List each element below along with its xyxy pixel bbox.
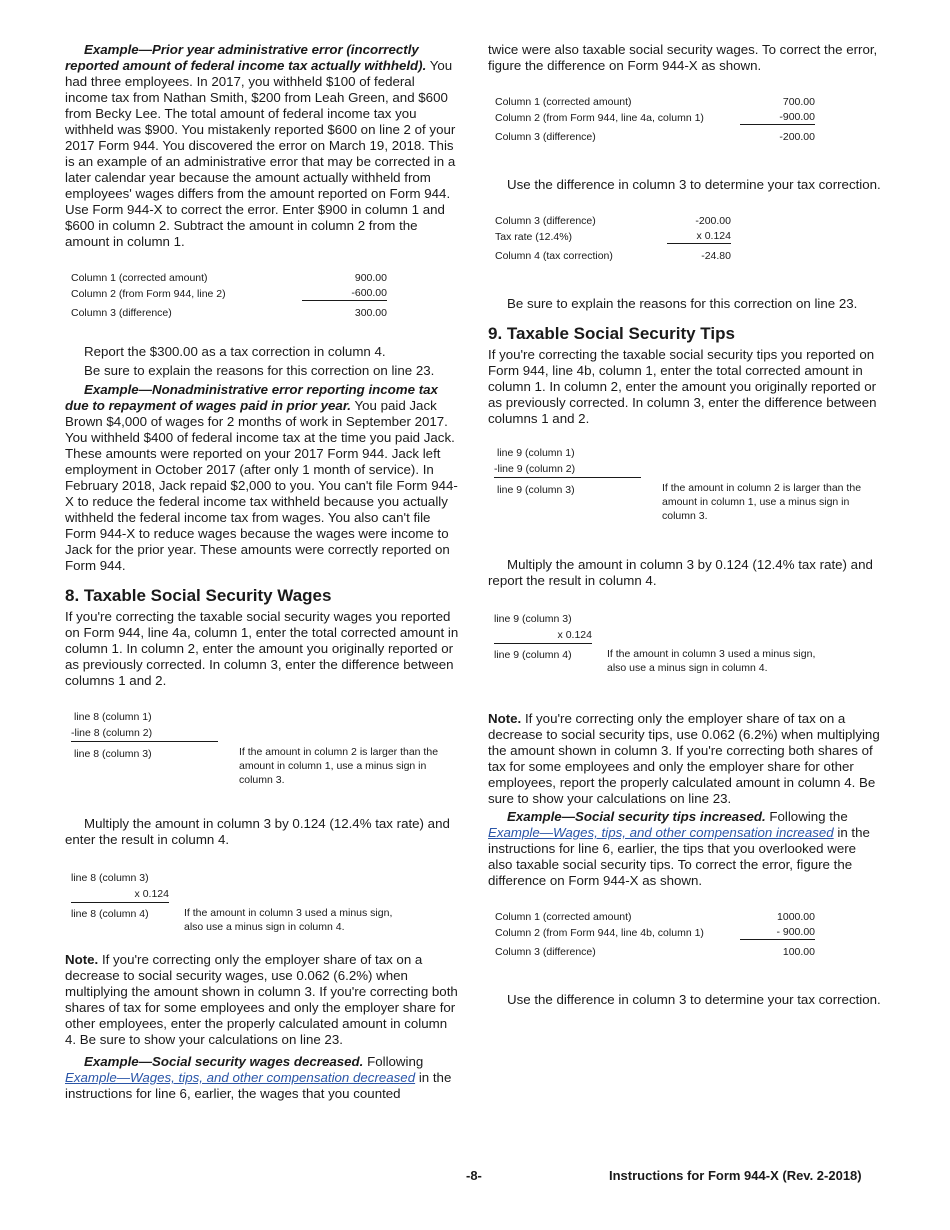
example-title: Example—Nonadministrative error reporting income tax due to repayment of wages paid in prior year. xyxy=(65,382,438,413)
table-row: Column 4 (tax correction) -24.80 xyxy=(495,249,731,262)
worksheet-line: line 9 (column 3) xyxy=(494,612,572,625)
difference-table xyxy=(495,94,815,145)
wages-increased-link[interactable]: Example—Wages, tips, and other compensation increased xyxy=(488,825,834,840)
note-paragraph xyxy=(488,711,883,807)
page-number: -8- xyxy=(466,1168,482,1183)
left-column xyxy=(65,42,460,1102)
continuation-text: twice were also taxable social security wages. To correct the error, figure the difference on Form 944-X as shown. xyxy=(488,42,878,73)
worksheet-line: line 8 (column 3) xyxy=(71,871,149,884)
worksheet-line: line 9 (column 1) xyxy=(497,446,575,459)
table-row: Column 3 (difference) -200.00 xyxy=(495,214,731,227)
note-label: Note. xyxy=(488,711,522,726)
table-row: Tax rate (12.4%) x 0.124 xyxy=(495,230,731,243)
section-heading-9: 9. Taxable Social Security Tips xyxy=(488,324,735,343)
table-row: Column 2 (from Form 944, line 2) -600.00 xyxy=(71,287,387,300)
use-difference-text: Use the difference in column 3 to determine your tax correction. xyxy=(507,177,881,192)
right-column xyxy=(488,42,883,1008)
worksheet-line: x 0.124 xyxy=(494,627,592,644)
worksheet-line: line 9 (column 4) xyxy=(494,648,572,661)
worksheet-line: line 8 (column 3) xyxy=(74,747,152,760)
worksheet-line8-tax xyxy=(71,870,460,933)
wages-decreased-link[interactable]: Example—Wages, tips, and other compensation decreased xyxy=(65,1070,416,1085)
section-8-body: If you're correcting the taxable social security wages you reported on Form 944, line 4a, column 1, enter the total corrected amount in column 1. In column 2, enter the amount you originally reported or as previously corrected. In column 3, enter the difference between columns 1 and 2. xyxy=(65,609,459,688)
example-body: You paid Jack Brown $4,000 of wages for 2 months of work in September 2017. You withheld $400 of federal income tax at the time you paid Jack. These amounts were reported on your 2017 Form 944. Jack left employment in October 2017 (after only 1 month of service). In February 2018, Jack repaid $2,000 to you. You can't file Form 944-X to reduce the federal income tax withheld because you actually withheld the federal income tax from wages. You also can't file Form 944-X to reduce wages because the wages were income to Jack for the prior year. These amounts were correctly reported on Form 944. xyxy=(65,398,458,573)
worksheet-line: line 8 (column 1) xyxy=(74,710,152,723)
section-9-body: If you're correcting the taxable social security tips you reported on Form 944, line 4b, column 1, enter the total corrected amount in column 1. In column 2, enter the amount you originally reported or as previously corrected. In column 3, enter the difference between columns 1 and 2. xyxy=(488,347,877,426)
example-nonadmin-error xyxy=(65,382,460,574)
worksheet-line: line 8 (column 4) xyxy=(71,907,149,920)
worksheet-line: -line 8 (column 2) xyxy=(71,725,218,742)
note-body: If you're correcting only the employer share of tax on a decrease to social security tips, use 0.062 (6.2%) when multiplying the amount shown in column 3. If you're correcting both shares of tax for some employees and only the employer share for other employees, report the properly calculated amount in column 4. Be sure to show your calculations on line 23. xyxy=(488,711,880,806)
section-heading-8: 8. Taxable Social Security Wages xyxy=(65,586,332,605)
explain-text: Be sure to explain the reasons for this correction on line 23. xyxy=(84,363,435,378)
worksheet-note: If the amount in column 3 used a minus sign, also use a minus sign in column 4. xyxy=(607,648,816,674)
example-title: Example—Social security tips increased. xyxy=(507,809,766,824)
table-row: Column 2 (from Form 944, line 4b, column 1) - 900.00 xyxy=(495,926,815,939)
example-tips-increased: Example—Social security tips increased. Following the Example—Wages, tips, and other compensation increased in the instructions for line 6, earlier, the tips that you overlooked were also taxable social security tips. To correct the error, figure the difference on Form 944-X as shown. xyxy=(488,809,870,888)
form-title: Instructions for Form 944-X (Rev. 2-2018) xyxy=(609,1168,862,1183)
tax-correction-table xyxy=(495,213,731,264)
example-wages-decreased: Example—Social security wages decreased. Following Example—Wages, tips, and other compensation decreased in the instructions for line 6, earlier, the wages that you counted xyxy=(65,1054,452,1101)
worksheet-line: line 9 (column 3) xyxy=(497,483,575,496)
table-row: Column 1 (corrected amount) 700.00 xyxy=(495,95,815,108)
use-difference-text: Use the difference in column 3 to determine your tax correction. xyxy=(507,992,881,1007)
example-body: You had three employees. In 2017, you withheld $100 of federal income tax from Nathan Smith, $200 from Leah Green, and $600 from Becky Lee. The total amount of federal income tax you withheld was $900. You mistakenly reported $600 on line 2 of your 2017 Form 944. You discovered the error on March 19, 2018. This is an example of an administrative error that may be corrected in a later calendar year because the amount actually withheld from employees' wages differs from the amount reported on Form 944. Use Form 944-X to correct the error. Enter $900 in column 1 and $600 in column 2. Subtract the amount in column 2 from the amount in column 1. xyxy=(65,58,456,249)
worksheet-line9-diff xyxy=(494,445,883,525)
multiply-text: Multiply the amount in column 3 by 0.124 (12.4% tax rate) and report the result in column 4. xyxy=(488,557,873,588)
explain-text: Be sure to explain the reasons for this correction on line 23. xyxy=(507,296,858,311)
worksheet-line9-tax xyxy=(494,611,883,674)
example-admin-error xyxy=(65,42,460,250)
example-title: Example—Prior year administrative error (incorrectly reported amount of federal income tax actually withheld). xyxy=(65,42,427,73)
note-label: Note. xyxy=(65,952,99,967)
table-row: Column 1 (corrected amount) 900.00 xyxy=(71,271,387,284)
table-row: Column 2 (from Form 944, line 4a, column 1) -900.00 xyxy=(495,111,815,124)
difference-table xyxy=(71,270,387,321)
table-row: Column 3 (difference) -200.00 xyxy=(495,130,815,143)
worksheet-line: x 0.124 xyxy=(71,886,169,903)
table-row: Column 1 (corrected amount) 1000.00 xyxy=(495,910,815,923)
example-title: Example—Social security wages decreased. xyxy=(84,1054,364,1069)
report-text: Report the $300.00 as a tax correction in column 4. xyxy=(84,344,386,359)
note-paragraph xyxy=(65,952,460,1048)
difference-table xyxy=(495,909,815,960)
worksheet-line8-diff xyxy=(71,709,460,785)
worksheet-note: If the amount in column 3 used a minus sign, also use a minus sign in column 4. xyxy=(184,907,393,933)
table-row: Column 3 (difference) 100.00 xyxy=(495,945,815,958)
worksheet-note: If the amount in column 2 is larger than the amount in column 1, use a minus sign in column 3. xyxy=(662,482,862,522)
note-body: If you're correcting only the employer share of tax on a decrease to social security wages, use 0.062 (6.2%) when multiplying the amount shown in column 3. If you're correcting both shares of tax for some employees and only the employer share for other employees, enter the properly calculated amount in column 4. Be sure to show your calculations on line 23. xyxy=(65,952,458,1047)
worksheet-line: -line 9 (column 2) xyxy=(494,461,641,478)
worksheet-note: If the amount in column 2 is larger than the amount in column 1, use a minus sign in column 3. xyxy=(239,746,439,786)
table-row: Column 3 (difference) 300.00 xyxy=(71,306,387,319)
multiply-text: Multiply the amount in column 3 by 0.124 (12.4% tax rate) and enter the result in column 4. xyxy=(65,816,450,847)
